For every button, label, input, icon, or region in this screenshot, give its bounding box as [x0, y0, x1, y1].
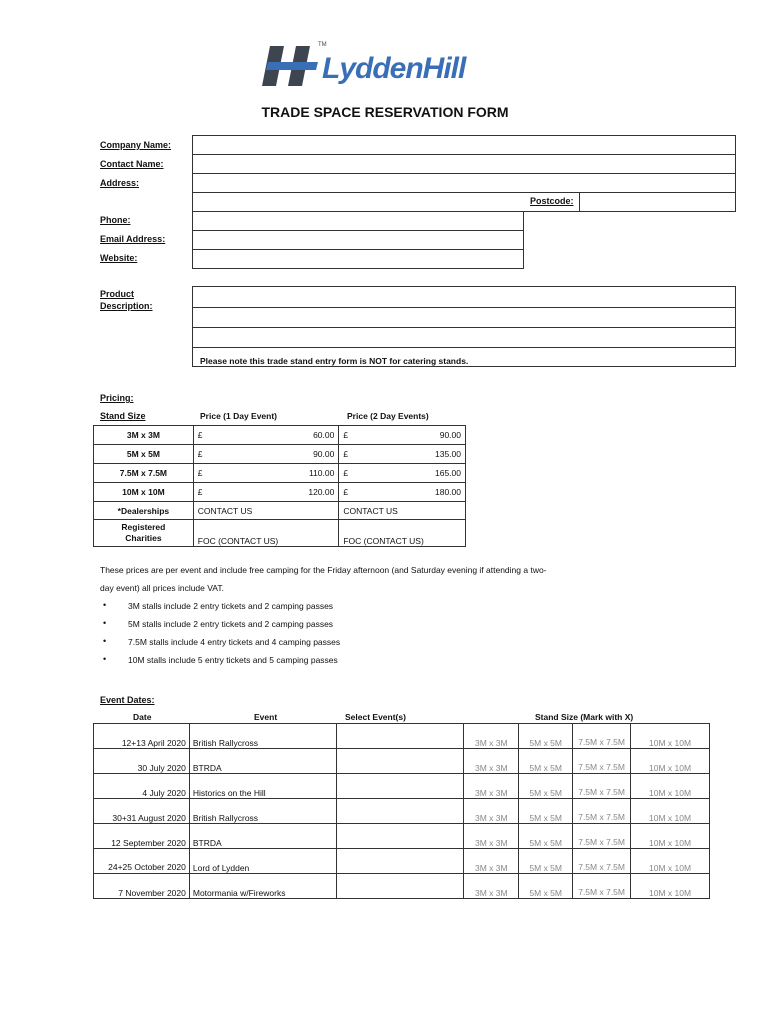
events-col-select: Select Event(s): [345, 712, 406, 722]
phone-field[interactable]: [192, 211, 524, 231]
price-row: [94, 445, 466, 464]
size-7-5m-cell[interactable]: 7.5M x 7.5M: [573, 724, 631, 749]
size-5m-cell[interactable]: 5M x 5M: [519, 799, 573, 824]
company-field[interactable]: [192, 135, 736, 155]
event-name: BTRDA: [189, 749, 336, 774]
product-label: Product Description:: [100, 289, 153, 311]
event-date: 30+31 August 2020: [94, 799, 190, 824]
event-date: 30 July 2020: [94, 749, 190, 774]
dealerships-two-day: CONTACT US: [339, 502, 466, 520]
price-one-day: £ 90.00: [193, 445, 339, 464]
price-one-day: £ 120.00: [193, 483, 339, 502]
event-select-cell[interactable]: [336, 799, 464, 824]
events-col-date: Date: [133, 712, 152, 722]
event-date: 12 September 2020: [94, 824, 190, 849]
size-10m-cell[interactable]: 10M x 10M: [631, 724, 710, 749]
event-select-cell[interactable]: [336, 874, 464, 899]
info-line-1: These prices are per event and include free camping for the Friday afternoon (and Saturday evening if attending a two-: [100, 565, 547, 575]
event-name: Lord of Lydden: [189, 849, 336, 874]
bullet-icon: •: [103, 618, 107, 628]
size-3m-cell[interactable]: 3M x 3M: [464, 824, 519, 849]
size-3m-cell[interactable]: 3M x 3M: [464, 749, 519, 774]
dealerships-label: *Dealerships: [94, 502, 194, 520]
size-3m-cell[interactable]: 3M x 3M: [464, 849, 519, 874]
pricing-table: [93, 425, 466, 547]
address-field-2[interactable]: [192, 192, 580, 212]
price-two-day: £ 180.00: [339, 483, 466, 502]
event-select-cell[interactable]: [336, 824, 464, 849]
event-select-cell[interactable]: [336, 774, 464, 799]
address-field-1[interactable]: [192, 173, 736, 193]
product-field-3[interactable]: [192, 327, 736, 348]
size-10m-cell[interactable]: 10M x 10M: [631, 749, 710, 774]
size-5m-cell[interactable]: 5M x 5M: [519, 774, 573, 799]
pricing-col-two-day: Price (2 Day Events): [347, 411, 429, 421]
charities-two-day: FOC (CONTACT US): [339, 520, 466, 547]
product-field-1[interactable]: [192, 286, 736, 308]
events-col-stand: Stand Size (Mark with X): [535, 712, 634, 722]
size-3m-cell[interactable]: 3M x 3M: [464, 799, 519, 824]
event-date: 12+13 April 2020: [94, 724, 190, 749]
size-10m-cell[interactable]: 10M x 10M: [631, 824, 710, 849]
event-name: British Rallycross: [189, 724, 336, 749]
phone-label: Phone:: [100, 215, 131, 225]
bullet-icon: •: [103, 600, 107, 610]
logo-text: LyddenHill: [322, 52, 466, 85]
event-select-cell[interactable]: [336, 749, 464, 774]
dealerships-one-day: CONTACT US: [193, 502, 339, 520]
price-size: 10M x 10M: [94, 483, 194, 502]
size-7-5m-cell[interactable]: 7.5M x 7.5M: [573, 849, 631, 874]
size-7-5m-cell[interactable]: 7.5M x 7.5M: [573, 874, 631, 899]
price-row: [94, 426, 466, 445]
event-row: [94, 824, 710, 849]
price-row-charities: [94, 520, 466, 547]
event-row: [94, 874, 710, 899]
event-name: Motormania w/Fireworks: [189, 874, 336, 899]
bullet-item: 7.5M stalls include 4 entry tickets and 4 camping passes: [128, 637, 341, 647]
event-row: [94, 849, 710, 874]
bullet-item: 3M stalls include 2 entry tickets and 2 camping passes: [128, 601, 334, 611]
price-two-day: £ 135.00: [339, 445, 466, 464]
info-line-2: day event) all prices include VAT.: [100, 583, 224, 593]
size-3m-cell[interactable]: 3M x 3M: [464, 724, 519, 749]
website-field[interactable]: [192, 249, 524, 269]
logo-tm: TM: [318, 42, 327, 48]
events-heading: Event Dates:: [100, 695, 155, 705]
size-5m-cell[interactable]: 5M x 5M: [519, 874, 573, 899]
contact-label: Contact Name:: [100, 159, 164, 169]
event-name: BTRDA: [189, 824, 336, 849]
event-date: 7 November 2020: [94, 874, 190, 899]
events-table: [93, 723, 710, 899]
bullet-icon: •: [103, 654, 107, 664]
bullet-item: 5M stalls include 2 entry tickets and 2 camping passes: [128, 619, 334, 629]
size-7-5m-cell[interactable]: 7.5M x 7.5M: [573, 749, 631, 774]
event-select-cell[interactable]: [336, 849, 464, 874]
size-3m-cell[interactable]: 3M x 3M: [464, 874, 519, 899]
event-row: [94, 724, 710, 749]
event-row: [94, 774, 710, 799]
price-row: [94, 464, 466, 483]
size-10m-cell[interactable]: 10M x 10M: [631, 849, 710, 874]
price-size: 7.5M x 7.5M: [94, 464, 194, 483]
price-row: [94, 483, 466, 502]
email-field[interactable]: [192, 230, 524, 250]
size-7-5m-cell[interactable]: 7.5M x 7.5M: [573, 824, 631, 849]
event-select-cell[interactable]: [336, 724, 464, 749]
address-label: Address:: [100, 178, 140, 188]
pricing-col-one-day: Price (1 Day Event): [200, 411, 278, 421]
event-row: [94, 749, 710, 774]
size-5m-cell[interactable]: 5M x 5M: [519, 724, 573, 749]
size-7-5m-cell[interactable]: 7.5M x 7.5M: [573, 799, 631, 824]
size-10m-cell[interactable]: 10M x 10M: [631, 774, 710, 799]
charities-label: Registered Charities: [94, 520, 194, 547]
event-row: [94, 799, 710, 824]
price-one-day: £ 60.00: [193, 426, 339, 445]
price-row-dealerships: [94, 502, 466, 520]
size-10m-cell[interactable]: 10M x 10M: [631, 799, 710, 824]
website-label: Website:: [100, 253, 138, 263]
bullet-icon: •: [103, 636, 107, 646]
size-7-5m-cell[interactable]: 7.5M x 7.5M: [573, 774, 631, 799]
company-label: Company Name:: [100, 140, 172, 150]
bullet-item: 10M stalls include 5 entry tickets and 5 camping passes: [128, 655, 338, 665]
logo-mark-icon: [262, 42, 322, 90]
postcode-label: Postcode:: [530, 196, 574, 206]
price-two-day: £ 90.00: [339, 426, 466, 445]
logo: [262, 42, 514, 92]
product-field-2[interactable]: [192, 307, 736, 328]
page-title: TRADE SPACE RESERVATION FORM: [261, 104, 509, 120]
event-date: 24+25 October 2020: [94, 849, 190, 874]
postcode-field[interactable]: [579, 192, 736, 212]
catering-note: Please note this trade stand entry form is NOT for catering stands.: [200, 356, 469, 366]
size-5m-cell[interactable]: 5M x 5M: [519, 849, 573, 874]
email-label: Email Address:: [100, 234, 166, 244]
size-5m-cell[interactable]: 5M x 5M: [519, 824, 573, 849]
contact-field[interactable]: [192, 154, 736, 174]
price-size: 3M x 3M: [94, 426, 194, 445]
event-name: Historics on the Hill: [189, 774, 336, 799]
event-name: British Rallycross: [189, 799, 336, 824]
event-date: 4 July 2020: [94, 774, 190, 799]
size-3m-cell[interactable]: 3M x 3M: [464, 774, 519, 799]
charities-one-day: FOC (CONTACT US): [193, 520, 339, 547]
price-size: 5M x 5M: [94, 445, 194, 464]
size-5m-cell[interactable]: 5M x 5M: [519, 749, 573, 774]
pricing-col-size: Stand Size: [100, 411, 146, 421]
price-one-day: £ 110.00: [193, 464, 339, 483]
price-two-day: £ 165.00: [339, 464, 466, 483]
pricing-heading: Pricing:: [100, 393, 134, 403]
size-10m-cell[interactable]: 10M x 10M: [631, 874, 710, 899]
events-col-event: Event: [254, 712, 278, 722]
